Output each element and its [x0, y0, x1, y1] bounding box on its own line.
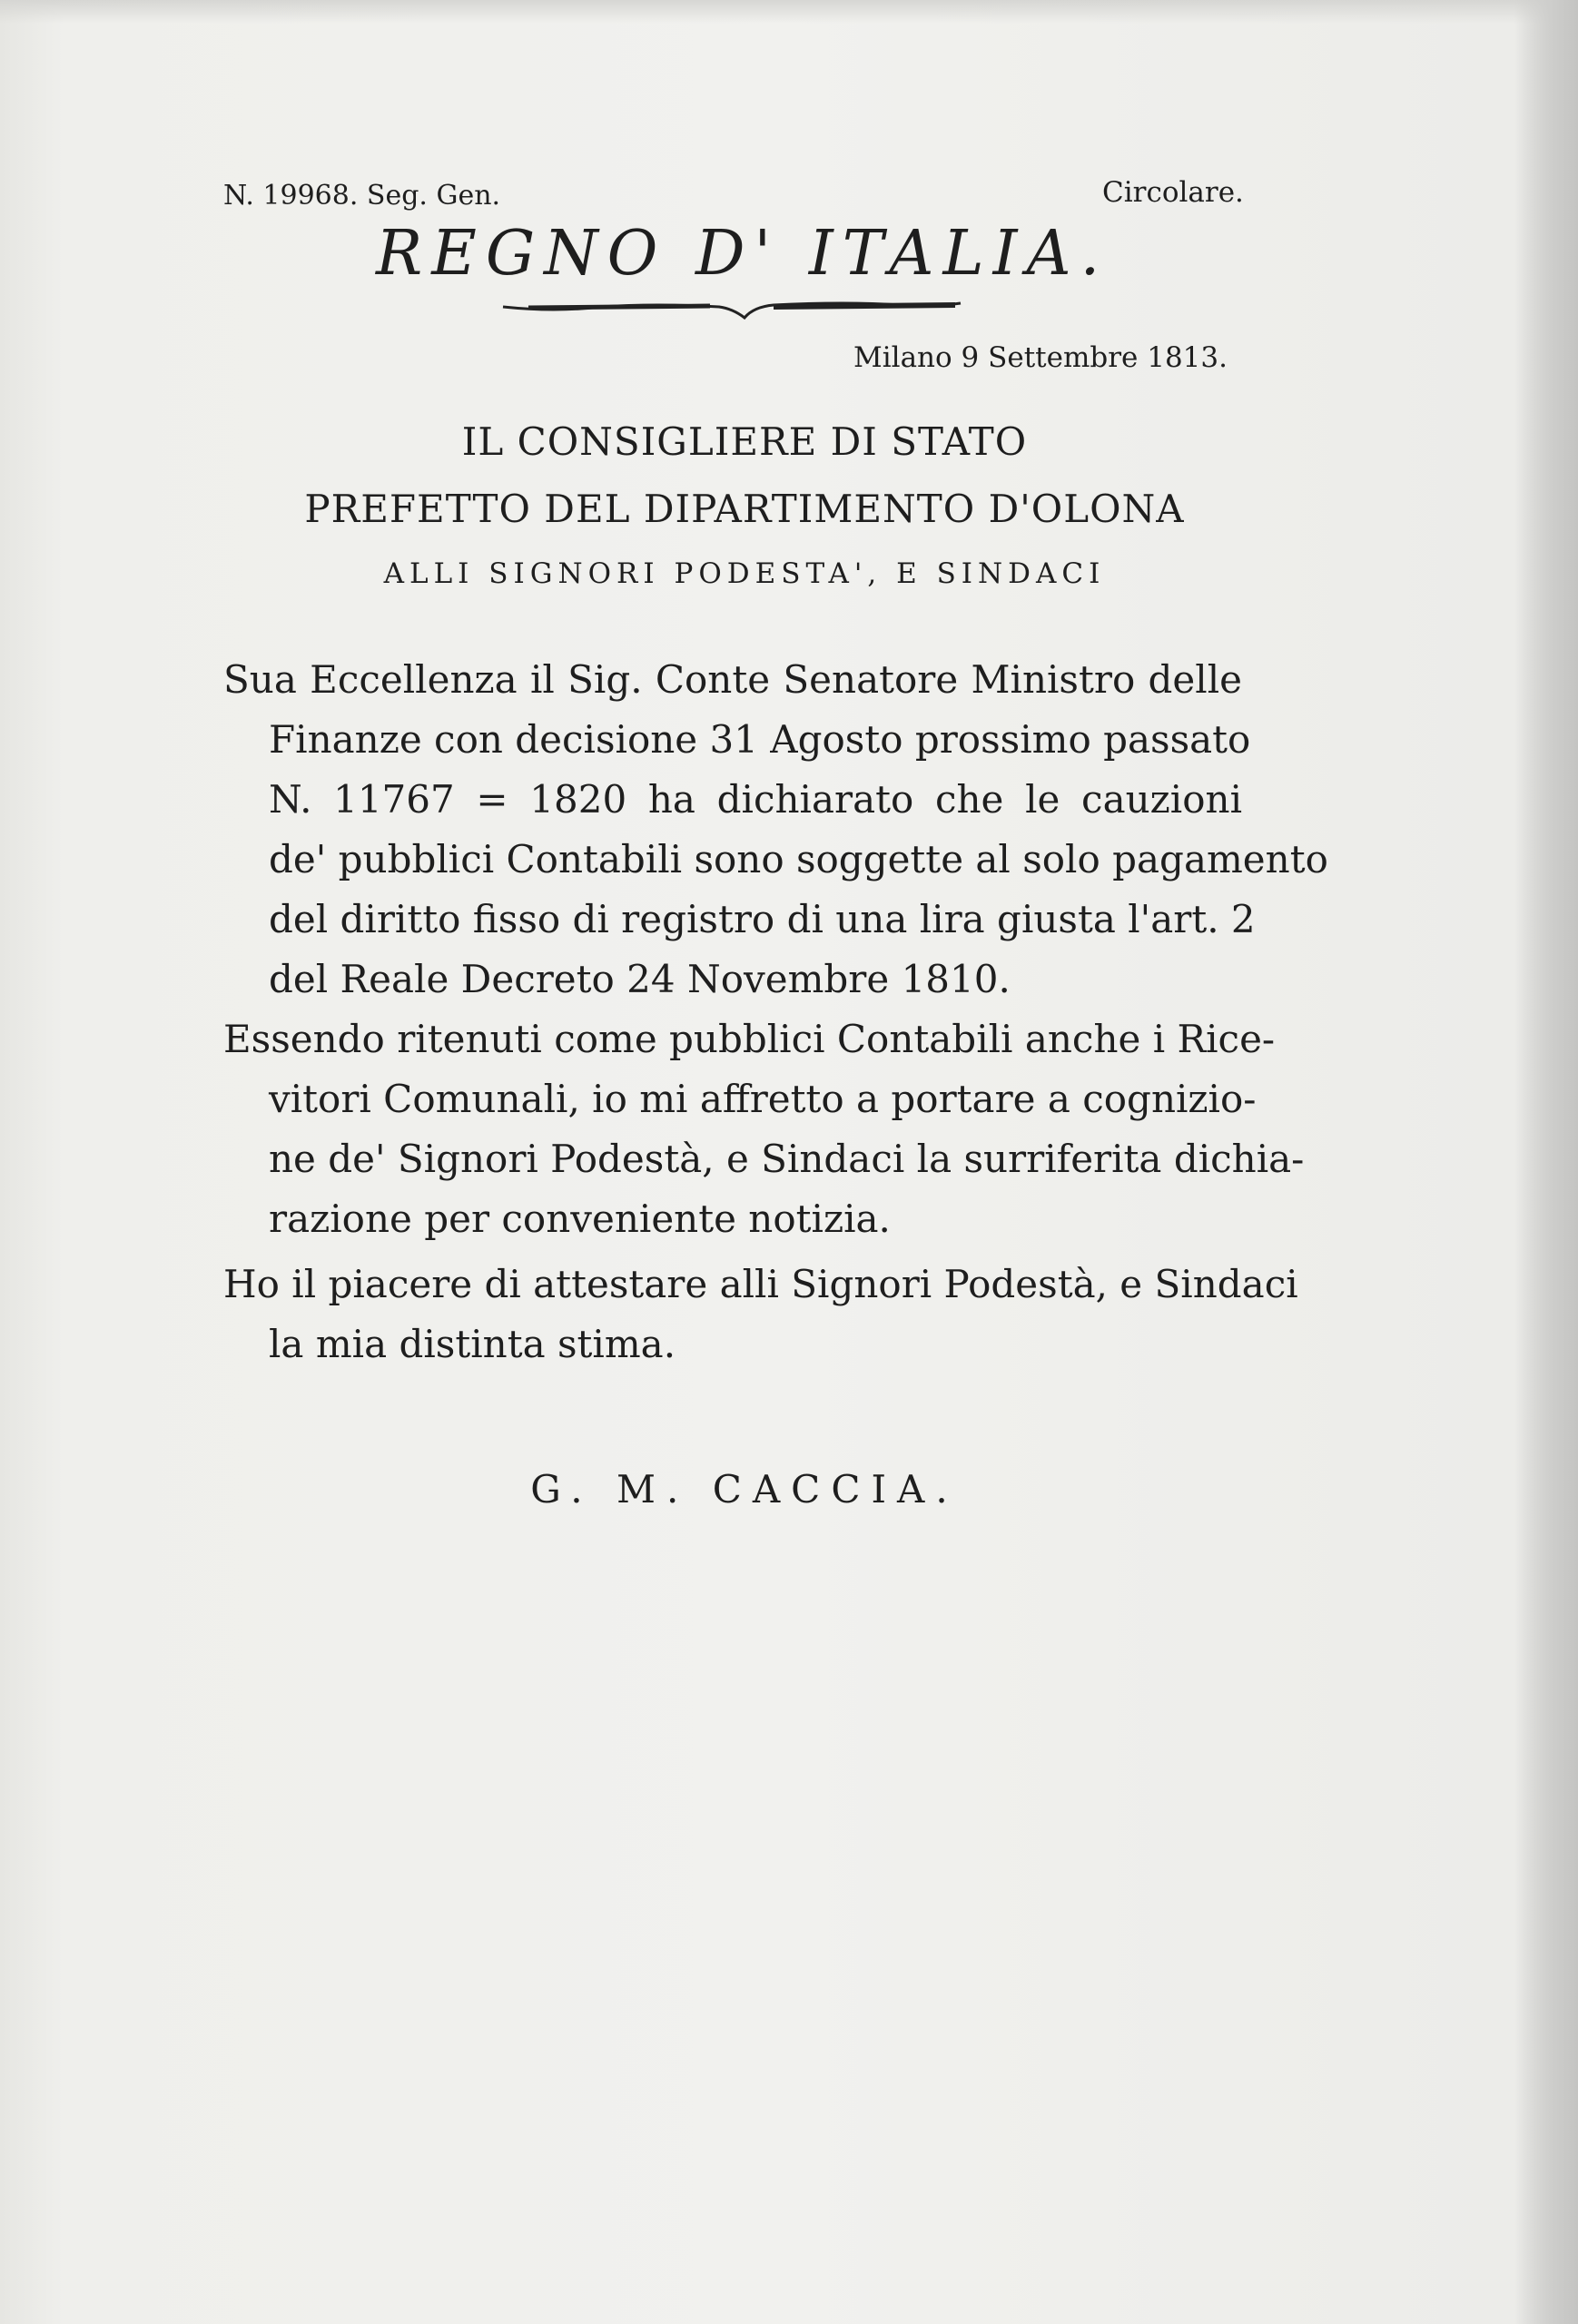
- body-line: Finanze con decisione 31 Agosto prossimo passato: [269, 717, 1251, 762]
- body-line: Essendo ritenuti come pubblici Contabili anche i Rice-: [223, 1017, 1276, 1061]
- body-line: del diritto fisso di registro di una lira giusta l'art. 2: [269, 897, 1256, 941]
- body-line: la mia distinta stima.: [269, 1322, 676, 1366]
- body-line: N. 11767 = 1820 ha dichiarato che le cauzioni: [269, 777, 1242, 822]
- place-and-date: Milano 9 Settembre 1813.: [853, 341, 1228, 374]
- body-line: del Reale Decreto 24 Novembre 1810.: [269, 957, 1011, 1001]
- body-line: vitori Comunali, io mi affretto a portare a cognizio-: [269, 1077, 1257, 1121]
- reference-number: N. 19968. Seg. Gen.: [223, 180, 501, 212]
- paper-top-edge: [0, 0, 1578, 24]
- paper-right-edge: [1514, 0, 1578, 2324]
- heading-prefect: PREFETTO DEL DIPARTIMENTO D'OLONA: [304, 487, 1185, 531]
- heading-councillor: IL CONSIGLIERE DI STATO: [461, 419, 1028, 464]
- heading-addressees: ALLI SIGNORI PODESTA', E SINDACI: [383, 557, 1106, 590]
- signature: G. M. CACCIA.: [530, 1467, 959, 1512]
- body-line: Ho il piacere di attestare alli Signori Podestà, e Sindaci: [223, 1262, 1298, 1306]
- kingdom-title: REGNO D' ITALIA.: [376, 218, 1110, 290]
- body-line: ne de' Signori Podestà, e Sindaci la surriferita dichia-: [269, 1137, 1305, 1181]
- title-ornament-rule: [501, 296, 964, 323]
- body-line: razione per conveniente notizia.: [269, 1196, 891, 1241]
- document-type: Circolare.: [1102, 176, 1244, 209]
- body-line: Sua Eccellenza il Sig. Conte Senatore Ministro delle: [223, 657, 1242, 702]
- body-line: de' pubblici Contabili sono soggette al solo pagamento: [269, 837, 1328, 881]
